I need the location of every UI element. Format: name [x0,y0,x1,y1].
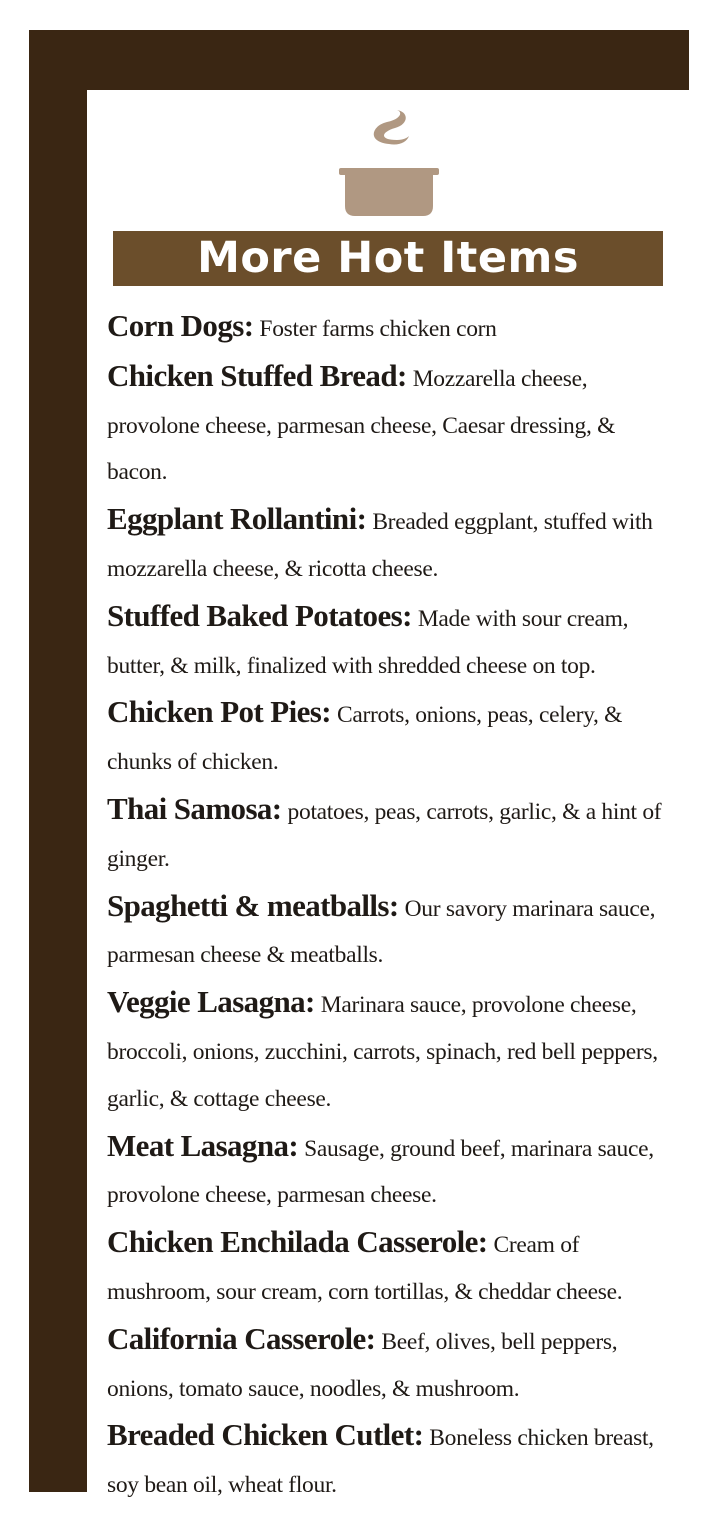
list-item [107,979,679,1122]
item-description: potatoes, peas, carrots, garlic, & a hint of ginger. [107,798,662,872]
list-item [107,1123,679,1220]
item-description: Mozzarella cheese, provolone cheese, parmesan cheese, Caesar dressing, & bacon. [107,365,616,486]
item-description: Beef, olives, bell peppers, onions, tomato sauce, noodles, & mushroom. [107,1328,618,1402]
item-description: Marinara sauce, provolone cheese, broccoli, onions, zucchini, carrots, spinach, red bell peppers, garlic, & cottage cheese. [107,992,658,1112]
list-item [107,303,679,353]
item-name: Chicken Enchilada Casserole: [107,1224,488,1260]
list-item [107,883,679,980]
item-name: Veggie Lasagna: [107,984,315,1020]
item-description: Cream of mushroom, sour cream, corn tortillas, & cheddar cheese. [107,1232,623,1305]
item-name: California Casserole: [107,1320,376,1356]
item-name: Chicken Pot Pies: [107,694,331,730]
item-description: Foster farms chicken corn [259,316,497,342]
item-name: Eggplant Rollantini: [107,501,367,537]
list-item [107,689,679,786]
steaming-pot-icon [337,108,441,216]
item-description: Made with sour cream, butter, & milk, finalized with shredded cheese on top. [107,605,629,679]
item-description: Boneless chicken breast, soy bean oil, wheat flour. [107,1425,654,1499]
list-item [107,786,679,883]
list-item [107,1316,679,1413]
item-description: Breaded eggplant, stuffed with mozzarella cheese, & ricotta cheese. [107,509,653,582]
item-name: Corn Dogs: [107,308,254,343]
list-item [107,353,679,496]
list-item [107,496,679,593]
item-description: Our savory marinara sauce, parmesan cheese & meatballs. [107,895,656,969]
item-name: Stuffed Baked Potatoes: [107,597,412,633]
list-item [107,593,679,690]
item-name: Thai Samosa: [107,790,282,826]
menu-panel [87,90,689,1499]
item-description: Carrots, onions, peas, celery, & chunks of chicken. [107,702,623,776]
item-name: Chicken Stuffed Bread: [107,357,407,393]
item-name: Meat Lasagna: [107,1127,299,1163]
list-item [107,1412,679,1509]
menu-frame [29,30,689,1499]
item-description: Sausage, ground beef, marinara sauce, provolone cheese, parmesan cheese. [107,1135,654,1209]
page-title: More Hot Items [113,231,663,286]
list-item [107,1219,679,1316]
item-name: Spaghetti & meatballs: [107,887,399,923]
item-name: Breaded Chicken Cutlet: [107,1417,424,1453]
menu-items-list [107,303,679,1509]
